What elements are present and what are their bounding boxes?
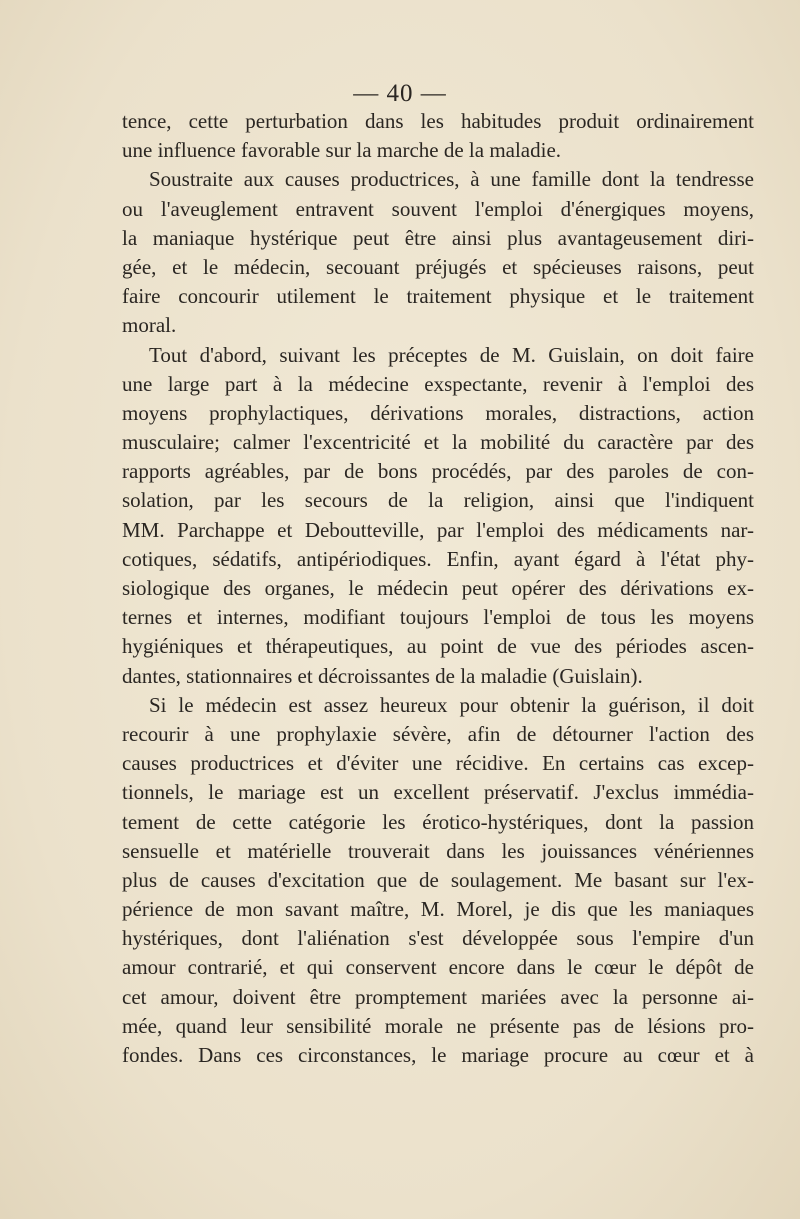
- text-line: Si le médecin est assez heureux pour obtenir la guérison, il doit: [149, 692, 754, 717]
- page-number: — 40 —: [353, 80, 447, 107]
- text-line: sensuelle et matérielle trouverait dans les jouissances vénériennes: [122, 838, 754, 863]
- text-line: Tout d'abord, suivant les préceptes de M. Guislain, on doit faire: [149, 342, 754, 367]
- text-line: siologique des organes, le médecin peut opérer des dérivations ex-: [122, 576, 754, 600]
- text-line: une large part à la médecine exspectante, revenir à l'emploi des: [122, 371, 754, 396]
- text-line: ternes et internes, modifiant toujours l'emploi de tous les moyens: [122, 605, 754, 630]
- text-line: fondes. Dans ces circonstances, le mariage procure au cœur et à: [122, 1043, 754, 1067]
- text-line: moyens prophylactiques, dérivations morales, distractions, action: [122, 400, 754, 425]
- text-line: dantes, stationnaires et décroissantes de la maladie (Guislain).: [122, 663, 643, 688]
- text-line: solation, par les secours de la religion, ainsi que l'indiquent: [122, 488, 754, 513]
- text-line: causes productrices et d'éviter une récidive. En certains cas excep-: [122, 751, 754, 776]
- text-line: mée, quand leur sensibilité morale ne présente pas de lésions pro-: [122, 1013, 754, 1038]
- text-line: plus de causes d'excitation que de soulagement. Me basant sur l'ex-: [122, 867, 754, 892]
- text-line: tence, cette perturbation dans les habitudes produit ordinairement: [122, 109, 754, 133]
- text-line: rapports agréables, par de bons procédés, par des paroles de con-: [122, 459, 754, 484]
- text-line: amour contrarié, et qui conservent encore dans le cœur le dépôt de: [122, 955, 754, 980]
- text-line: une influence favorable sur la marche de la maladie.: [122, 138, 562, 163]
- text-line: recourir à une prophylaxie sévère, afin de détourner l'action des: [122, 721, 754, 746]
- text-line: MM. Parchappe et Deboutteville, par l'emploi des médicaments nar-: [122, 517, 754, 542]
- text-line: tement de cette catégorie les érotico-hystériques, dont la passion: [122, 809, 754, 834]
- text-line: Soustraite aux causes productrices, à une famille dont la tendresse: [149, 167, 754, 192]
- text-line: la maniaque hystérique peut être ainsi plus avantageusement diri-: [122, 225, 754, 250]
- text-line: cotiques, sédatifs, antipériodiques. Enfin, ayant égard à l'état phy-: [122, 546, 754, 571]
- text-line: périence de mon savant maître, M. Morel, je dis que les maniaques: [122, 897, 754, 922]
- text-line: gée, et le médecin, secouant préjugés et spécieuses raisons, peut: [122, 254, 754, 279]
- text-line: cet amour, doivent être promptement mariées avec la personne ai-: [122, 984, 754, 1009]
- text-line: ou l'aveuglement entravent souvent l'emploi d'énergiques moyens,: [122, 196, 754, 221]
- text-line: moral.: [122, 313, 177, 338]
- text-line: hystériques, dont l'aliénation s'est développée sous l'empire d'un: [122, 926, 754, 951]
- text-line: tionnels, le mariage est un excellent préservatif. J'exclus immédia-: [122, 780, 754, 805]
- text-line: faire concourir utilement le traitement physique et le traitement: [122, 284, 754, 309]
- body-text: [122, 107, 754, 1070]
- text-line: musculaire; calmer l'excentricité et la mobilité du caractère par des: [122, 430, 754, 455]
- text-line: hygiéniques et thérapeutiques, au point de vue des périodes ascen-: [122, 634, 754, 659]
